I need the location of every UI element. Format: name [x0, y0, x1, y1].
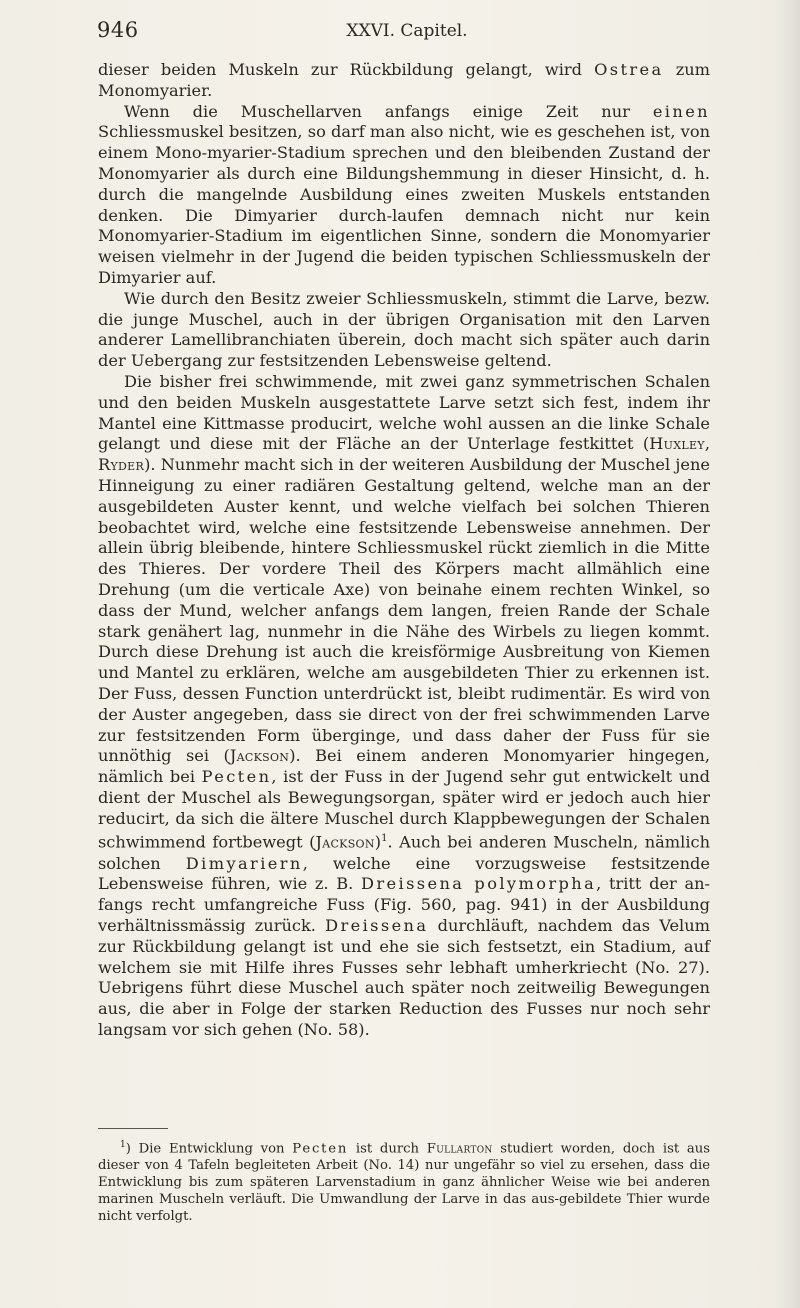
author-huxley: Huxley: [649, 434, 705, 454]
text-run: . Auch bei anderen Muscheln, nämlich solchen: [98, 832, 711, 873]
author-fullarton: Fullarton: [426, 1141, 493, 1157]
genus-name-ostrea: Ostrea: [594, 60, 664, 79]
genus-name-dreissena: Dreissena: [325, 916, 429, 936]
text-run: Die bisher frei schwimmende, mit zwei ganz symmetrischen Schalen und den beiden Muskeln ausgestattete Larve setzt sich fest, indem ihr Mantel eine Kittmasse producirt, welche wohl aussen an die linke Schale gelangt und diese mit der Fläche an der Unterlage festkittet (: [98, 371, 710, 454]
paragraph-organisation: [98, 289, 710, 372]
page-edge-shadow: [774, 0, 800, 1308]
text-run: ) Die Entwicklung von: [125, 1141, 293, 1157]
text-run: durchläuft, nachdem das Velum zur Rückbildung gelangt ist und ehe sie sich festsetzt, ein Stadium, auf welchem sie mit Hilfe ihres Fusses sehr lebhaft umherkriecht (No. 27). Uebrigens führt diese Muschel auch später noch zeitweilig Bewegungen aus, die aber in Folge der starken Reduction des Fusses nur noch sehr langsam vor sich gehen (No. 58).: [98, 916, 710, 1040]
species-name-dreissena-polymorpha: Dreissena polymorpha: [361, 874, 597, 894]
text-run: ): [374, 832, 382, 852]
text-run: dieser beiden Muskeln zur Rückbildung gelangt, wird: [98, 60, 595, 79]
paragraph-development: [98, 372, 710, 1041]
text-run: studiert worden, doch ist aus dieser von 4 Tafeln begleiteten Arbeit (No. 14) nur ungefähr so viel zu ersehen, dass die Entwicklung bis zum späteren Larvenstadium in ganz ähnlicher Weise wie bei anderen marinen Muscheln verläuft. Die Umwandlung der Larve in das aus-gebildete Thier wurde nicht verfolgt.: [98, 1141, 711, 1225]
term-dimyariern: Dimyariern: [185, 853, 303, 873]
text-run: , welche eine vorzugsweise festsitzende Lebensweise führen, wie z. B.: [98, 853, 710, 894]
footnote-marker: 1: [120, 1140, 126, 1150]
paragraph-continuation: [98, 60, 710, 102]
footnote-reference[interactable]: 1: [381, 833, 388, 845]
text-run: ). Bei einem anderen Monomyarier hingegen, nämlich bei: [98, 746, 710, 787]
footnote: [98, 1137, 710, 1225]
text-run: ). Nunmehr macht sich in der weiteren Ausbildung der Muschel jene Hinneigung zu einer radiären Gestaltung geltend, welche man an der ausgebildeten Auster kennt, und welche vielfach bei solchen Thieren beobachtet wird, welche eine festsitzende Lebensweise annehmen. Der allein übrig bleibende, hintere Schliessmuskel rückt ziemlich in die Mitte des Thieres. Der vordere Theil des Körpers macht allmählich eine Drehung (um die verticale Axe) von beinahe einem rechten Winkel, so dass der Mund, welcher anfangs dem langen, freien Rande der Schale stark genähert lag, nunmehr in die Nähe des Wirbels zu liegen kommt. Durch diese Drehung ist auch die kreisförmige Ausbreitung von Kiemen und Mantel zu erklären, welche am ausgebildeten Thier zu erkennen ist. Der Fuss, dessen Function unterdrückt ist, bleibt rudimentär. Es wird von der Auster angegeben, dass sie direct von der frei schwimmenden Larve zur festsitzenden Form überginge, und dass daher der Fuss für sie unnöthig sei (: [98, 455, 710, 766]
running-head: XXVI. Capitel.: [346, 21, 468, 41]
text-run: Schliessmuskel besitzen, so darf man also nicht, wie es geschehen ist, von einem Mono-myarier-Stadium sprechen und den bleibenden Zustand der Monomyarier als durch eine Bildungshemmung in dieser Hinsicht, d. h. durch die mangelnde Ausbildung eines zweiten Muskels entstanden denken. Die Dimyarier durch-laufen demnach nicht nur kein Monomyarier-Stadium im eigentlichen Sinne, sondern die Monomyarier weisen vielmehr in der Jugend die beiden typischen Schliessmuskeln der Dimyarier auf.: [98, 122, 710, 287]
text-run: ist durch: [348, 1141, 427, 1157]
text-run: zum Monomyarier.: [98, 60, 710, 100]
author-jackson: Jackson: [315, 832, 375, 852]
paragraph-larvae: [98, 102, 710, 289]
body-text: [98, 60, 710, 1041]
genus-name-pecten: Pecten: [201, 767, 272, 787]
author-jackson: Jackson: [229, 746, 290, 766]
text-run: ,: [704, 434, 710, 454]
text-run: Wenn die Muschellarven anfangs einige Zeit nur: [124, 101, 653, 121]
page-header: [97, 18, 717, 48]
text-run: Wie durch den Besitz zweier Schliessmuskeln, stimmt die Larve, bezw. die junge Muschel, auch in der übrigen Organisation mit den Larven anderer Lamellibranchiaten überein, doch macht sich später auch darin der Uebergang zur festsitzenden Lebensweise geltend.: [98, 288, 710, 371]
genus-name-pecten: Pecten: [292, 1141, 349, 1157]
text-run: , ist der Fuss in der Jugend sehr gut entwickelt und dient der Muschel als Bewegungsorgan, später wird er jedoch auch hier reducirt, da sich die ältere Muschel durch Klappbewegungen der Schalen schwimmend fortbewegt (: [98, 767, 710, 852]
page-number: 946: [97, 18, 139, 42]
author-ryder: Ryder: [98, 455, 145, 475]
text-run: , tritt der an-fangs recht umfangreiche Fuss (Fig. 560, pag. 941) in der Ausbildung verhältnissmässig zurück.: [98, 874, 710, 936]
emphasis-einen: einen: [652, 101, 710, 121]
footnote-rule: [98, 1128, 168, 1129]
